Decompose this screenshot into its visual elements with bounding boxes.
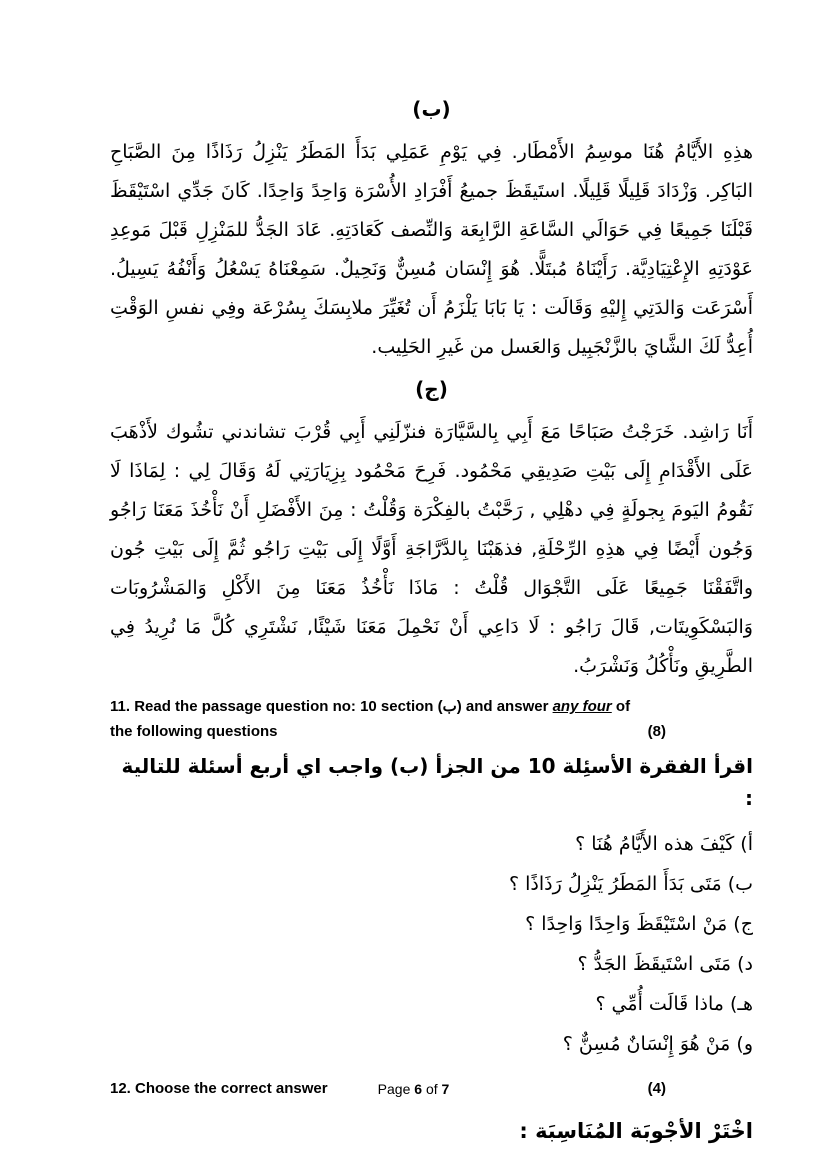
- q12-text: 12. Choose the correct answer: [110, 1080, 328, 1097]
- q12-arabic-heading: اخْتَرْ الأجْوبَة المُنَاسِبَة :: [519, 1119, 753, 1143]
- question-item-a: أ) كَيْفَ هذه الأَيَّامُ هُنَا ؟: [575, 833, 753, 855]
- section-label-b: (ب): [412, 97, 451, 121]
- footer-page-number: 6: [414, 1081, 423, 1097]
- question-item-b: ب) مَتَى بَدَأَ المَطَرُ يَنْزِلُ رَذَاذًا ؟: [509, 873, 753, 895]
- q11-arabic-heading: اقرأ الفقرة الأسئِلة 10 من الجزأ (ب) واجب اي أربع أسئلة للتالية :: [121, 754, 753, 810]
- q11-text-pre: 11. Read the passage question no: 10 section (ب) and answer: [110, 698, 553, 715]
- footer-page-word: Page: [377, 1081, 415, 1097]
- q11-marks: (8): [647, 723, 666, 740]
- q11-line1: [110, 694, 666, 719]
- footer-of-word: of: [422, 1081, 442, 1097]
- q11-any-four-emphasis: any four: [552, 698, 612, 715]
- q11-line2-text: the following questions: [110, 723, 278, 740]
- question-list: [110, 824, 753, 1064]
- q12-marks: (4): [647, 1080, 666, 1097]
- question-item-w: و) مَنْ هُوَ إِنْسَانٌ مُسِنٌّ ؟: [562, 1033, 753, 1055]
- arabic-passage-j: أَنَا رَاشِد. خَرَجْتُ صَبَاحًا مَعَ أَبِي بِالسَّيَّارَة فنزّلَنِي أَبِي قُرْبَ تشاندني تشُوك لأَذْهَبَ عَلَى الأَقْدَامِ إِلَى بَيْتِ صَدِيقِي مَحْمُود. فَرِحَ مَحْمُود بِزِيَارَتِي لَهُ وَقَالَ لِي : لِمَاذَا لَا نَقُومُ اليَومَ بِجولَةٍ فِي دهْلِي , رَحَّبْتُ بالفِكْرَة وَقُلْتُ : مِنَ الأَفْضَلِ أَنْ نَأْخُذَ مَعَنَا رَاجُو وَجُون أَيْضًا فِي هذِهِ الرِّحْلَةِ, فذهَبْنَا بِالدَّرَّاجَةِ أَوَّلًا إِلَى بَيْتِ رَاجُو ثُمَّ إِلَى بَيْتِ جُون واتَّفَقْنَا جَمِيعًا عَلَى التَّجْوَال قُلْتُ : مَاذَا نَأْخُذُ مَعَنَا مِنَ الأَكْلِ وَالمَشْرُوبَات وَالبَسْكَوِيتَات, قَالَ رَاجُو : لَا دَاعِي أَنْ نَحْمِلَ مَعَنَا شَيْئًا, نَشْتَرِي كُلَّ مَا نُرِيدُ فِي الطَّرِيقِ ونَأْكُلُ وَنَشْرَبُ.: [110, 421, 753, 677]
- question-item-d: د) مَتَى اسْتَيقَظَ الجَدُّ ؟: [577, 953, 753, 975]
- arabic-passage-b: هذِهِ الأَيَّامُ هُنَا موسِمُ الأَمْطَار. فِي يَوْمِ عَمَلِي بَدَأَ المَطَرُ يَنْزِلُ رَذَاذًا مِنَ الصَّبَاحِ البَاكِر. وَزْدَادَ قَلِيلًا قَلِيلًا. استَيقَظَ جميعُ أَفْرَادِ الأُسْرَة وَاحِدً وَاحِدًا. كَانَ جَدِّي اسْتَيْقَظَ قَبْلَنَا جَمِيعًا فِي حَوَالَي السَّاعَةِ الرَّابِعَة وَالنِّصف كَعَادَتِهِ. عَادَ الجَدُّ للمَنْزِلِ قَبْلَ مَوعِدِ عَوْدَتِهِ الإِعْتِيَادِيَّة. رَأَيْنَاهُ مُبتَلًّا. هُوَ إِنْسَان مُسِنٌّ وَنَحِيلٌ. سَمِعْنَاهُ يَسْعُلُ وَأَنْفُهُ يَسِيلُ. أَسْرَعَت وَالدَتِي إِليْهِ وَقَالَت : يَا بَابَا يَلْزَمُ أَن تُغَيِّرَ ملابِسَكَ بِسُرْعَة وفِي نفسِ الوَقْتِ أُعِدُّ لَكَ الشَّايَ بالزَّنْجَبِيل وَالعَسل من غَيرِ الحَلِيب.: [110, 141, 753, 358]
- question-item-j: ج) مَنْ اسْتَيْقَظَ وَاحِدًا وَاحِدًا ؟: [525, 913, 753, 935]
- q11-text-post: of: [611, 698, 631, 715]
- section-label-j: (ج): [415, 377, 448, 401]
- question-11-instruction: [110, 694, 666, 744]
- page-content: [110, 95, 753, 1147]
- question-item-h: هـ) ماذا قَالَت أُمِّي ؟: [595, 993, 753, 1015]
- q11-line2: [110, 719, 666, 744]
- footer-total-pages: 7: [441, 1081, 450, 1097]
- page-footer: [0, 1081, 827, 1097]
